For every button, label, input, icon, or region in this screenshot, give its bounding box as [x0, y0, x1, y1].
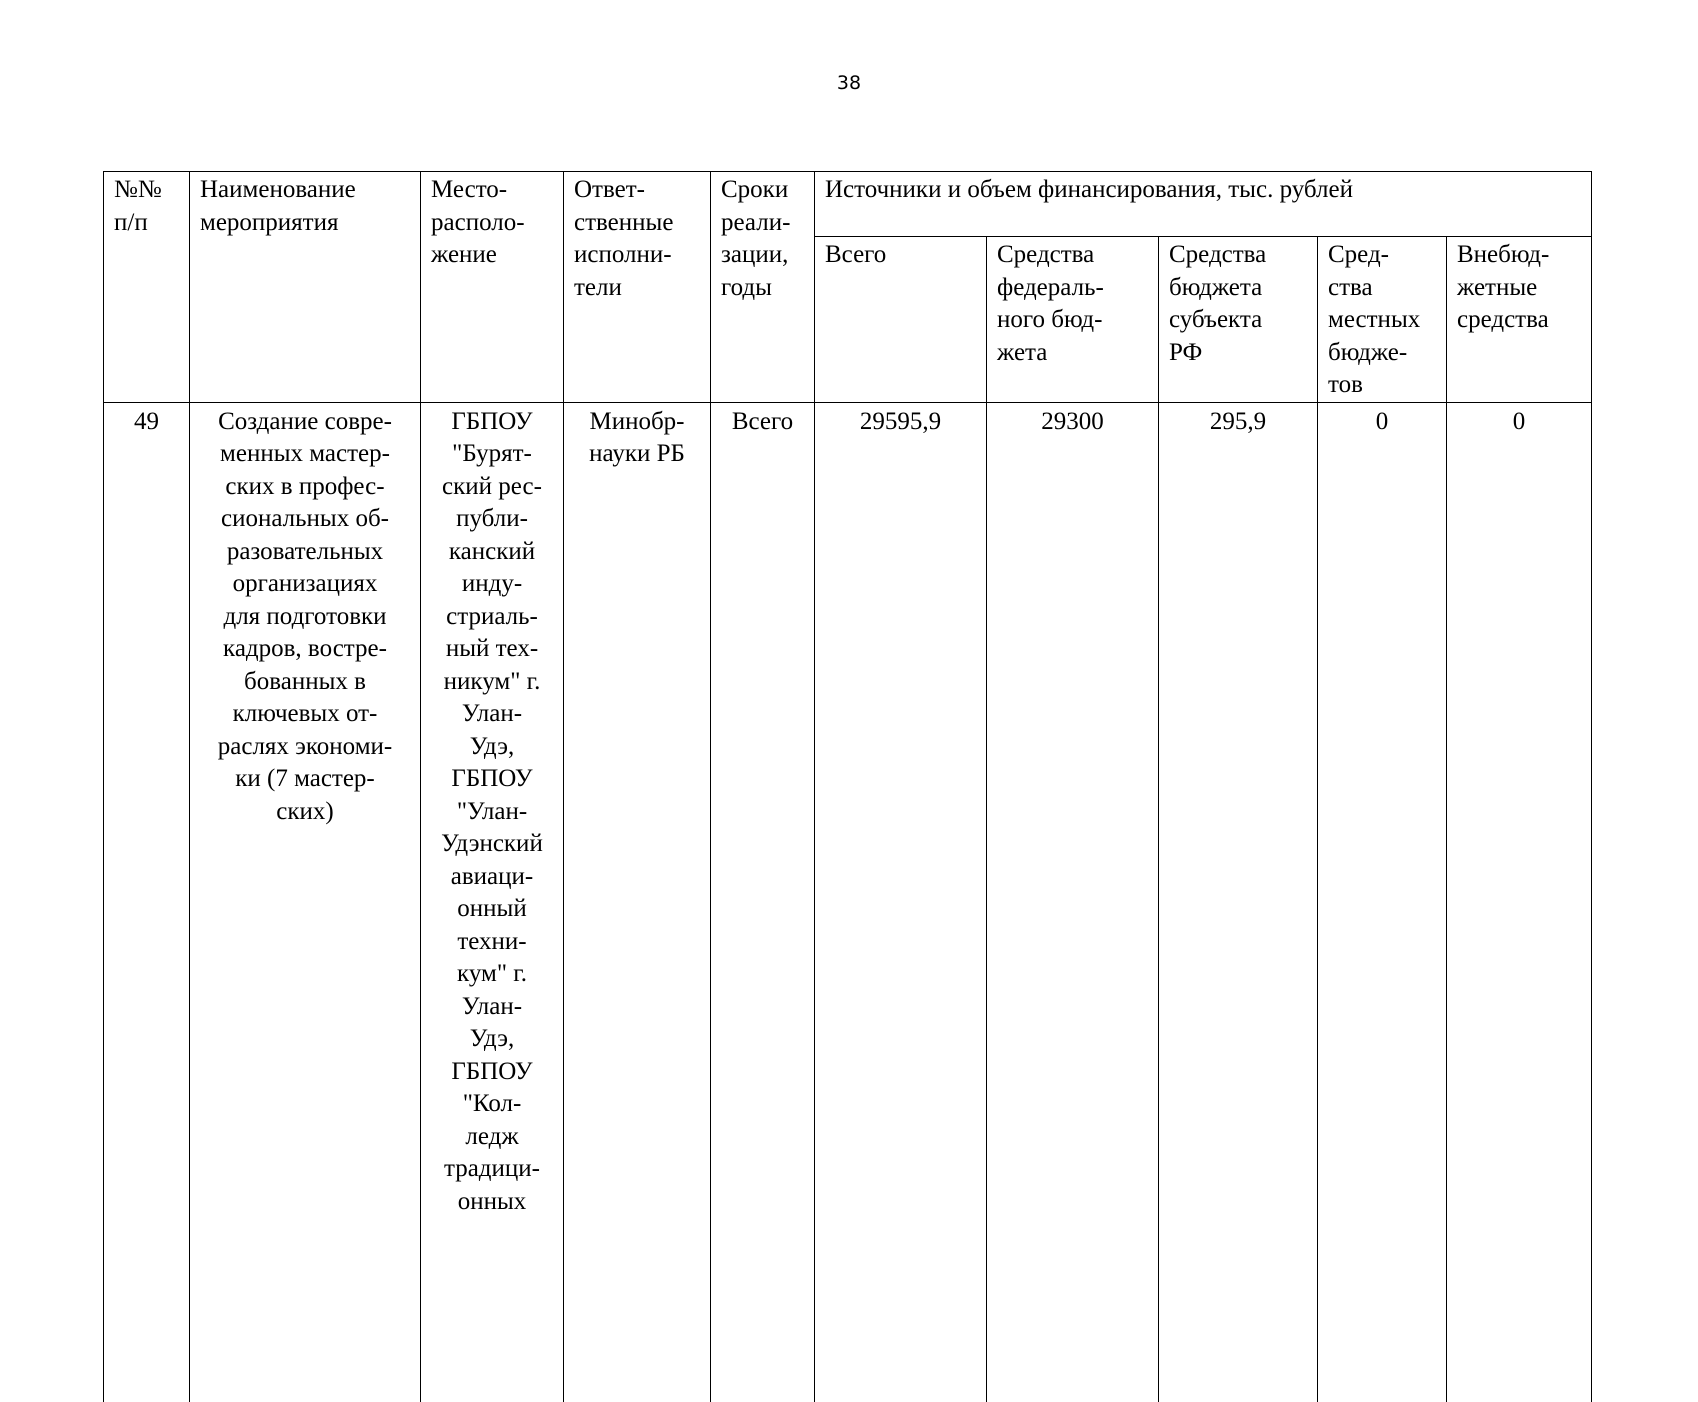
text-line: №№	[114, 176, 162, 203]
header-name	[190, 172, 421, 403]
header-funding-group	[815, 172, 1592, 237]
text-line: ских)	[276, 797, 334, 825]
header-federal	[987, 237, 1159, 403]
text-line: 49	[134, 407, 159, 435]
text-line: 0	[1375, 407, 1389, 435]
text-line: местных	[1328, 306, 1421, 333]
text-line: Удэ,	[469, 1025, 515, 1052]
header-executors	[564, 172, 711, 403]
cell-extra	[1447, 402, 1592, 1402]
cell-name	[190, 402, 421, 1402]
header-num	[104, 172, 190, 403]
text-line: тов	[1328, 371, 1363, 398]
text-line: онный	[457, 895, 527, 922]
header-local	[1318, 237, 1447, 403]
text-line: ного бюд-	[997, 306, 1103, 333]
text-line: жение	[431, 241, 497, 268]
header-row-top	[104, 172, 1592, 237]
text-line: ГБПОУ	[451, 407, 533, 435]
text-line: ключевых от-	[232, 700, 378, 727]
text-line: разовательных	[226, 537, 384, 565]
text-line: Сроки	[721, 176, 789, 203]
header-subject	[1159, 237, 1318, 403]
cell-total	[815, 402, 987, 1402]
cell-terms	[711, 402, 815, 1402]
text-line: Улан-	[461, 992, 523, 1020]
table-row	[104, 402, 1592, 1402]
text-line: годы	[721, 273, 772, 301]
header-location	[421, 172, 564, 403]
text-line: Место-	[431, 176, 508, 203]
cell-executors	[564, 402, 711, 1402]
text-line: зации,	[721, 241, 789, 268]
text-line: менных мастер-	[220, 440, 390, 467]
text-line: 29595,9	[859, 407, 942, 435]
text-line: мероприятия	[200, 208, 339, 236]
text-line: науки РБ	[589, 440, 685, 467]
text-line: для подготовки	[223, 602, 387, 630]
text-line: никум" г.	[443, 667, 541, 695]
text-line: "Кол-	[462, 1090, 522, 1117]
text-line: 295,9	[1209, 407, 1267, 435]
text-line: жета	[997, 338, 1048, 366]
text-line: ственные	[574, 208, 674, 236]
text-line: располо-	[431, 208, 525, 236]
text-line: ГБПОУ	[451, 765, 533, 792]
text-line: Удэнский	[441, 830, 543, 857]
text-line: бюдже-	[1328, 338, 1408, 366]
text-line: Ответ-	[574, 176, 645, 203]
text-line: Средства	[997, 241, 1095, 268]
header-total	[815, 237, 987, 403]
text-line: онных	[457, 1187, 527, 1215]
cell-federal	[987, 402, 1159, 1402]
text-line: Средства	[1169, 241, 1267, 268]
text-line: Всего	[731, 407, 794, 435]
text-line: Внебюд-	[1457, 241, 1550, 268]
text-line: субъекта	[1169, 306, 1263, 333]
text-line: традици-	[443, 1155, 540, 1182]
cell-num	[104, 402, 190, 1402]
text-line: исполни-	[574, 241, 672, 268]
text-line: бованных в	[244, 667, 366, 695]
text-line: средства	[1457, 306, 1549, 333]
text-line: ледж	[465, 1122, 519, 1150]
text-line: авиаци-	[450, 862, 534, 890]
page-number: 38	[836, 72, 862, 94]
text-line: стриаль-	[446, 602, 538, 630]
cell-subject	[1159, 402, 1318, 1402]
text-line: Сред-	[1328, 241, 1389, 268]
text-line: Всего	[825, 241, 887, 268]
text-line: п/п	[114, 208, 148, 236]
header-funding-group-text: Источники и объем финансирования, тыс. рублей	[825, 176, 1353, 203]
cell-local	[1318, 402, 1447, 1402]
text-line: "Бурят-	[452, 440, 532, 467]
text-line: раслях экономи-	[217, 732, 393, 760]
text-line: ский рес-	[442, 472, 542, 500]
text-line: Удэ,	[469, 732, 515, 760]
header-extra	[1447, 237, 1592, 403]
text-line: ки (7 мастер-	[235, 765, 375, 792]
text-line: кадров, востре-	[223, 635, 387, 662]
text-line: бюджета	[1169, 273, 1263, 301]
text-line: ских в профес-	[225, 472, 385, 500]
text-line: Наименование	[200, 176, 356, 203]
text-line: канский	[448, 537, 536, 565]
text-line: РФ	[1169, 338, 1203, 366]
financing-table	[103, 171, 1592, 1402]
text-line: "Улан-	[456, 797, 528, 825]
text-line: инду-	[461, 570, 523, 597]
text-line: 29300	[1041, 407, 1104, 435]
text-line: кум" г.	[457, 960, 527, 987]
text-line: организациях	[232, 570, 378, 597]
text-line: сиональных об-	[220, 505, 390, 532]
cell-location	[421, 402, 564, 1402]
text-line: Создание совре-	[218, 407, 392, 435]
text-line: ГБПОУ	[451, 1057, 533, 1085]
text-line: жетные	[1457, 273, 1538, 301]
text-line: Улан-	[461, 700, 523, 727]
header-terms	[711, 172, 815, 403]
text-line: 0	[1512, 407, 1526, 435]
text-line: техни-	[457, 927, 527, 955]
text-line: публи-	[456, 505, 528, 532]
text-line: ный тех-	[445, 635, 539, 662]
text-line: федераль-	[997, 273, 1104, 301]
text-line: ства	[1328, 273, 1373, 301]
text-line: реали-	[721, 208, 791, 236]
text-line: тели	[574, 273, 622, 301]
text-line: Минобр-	[589, 407, 685, 435]
